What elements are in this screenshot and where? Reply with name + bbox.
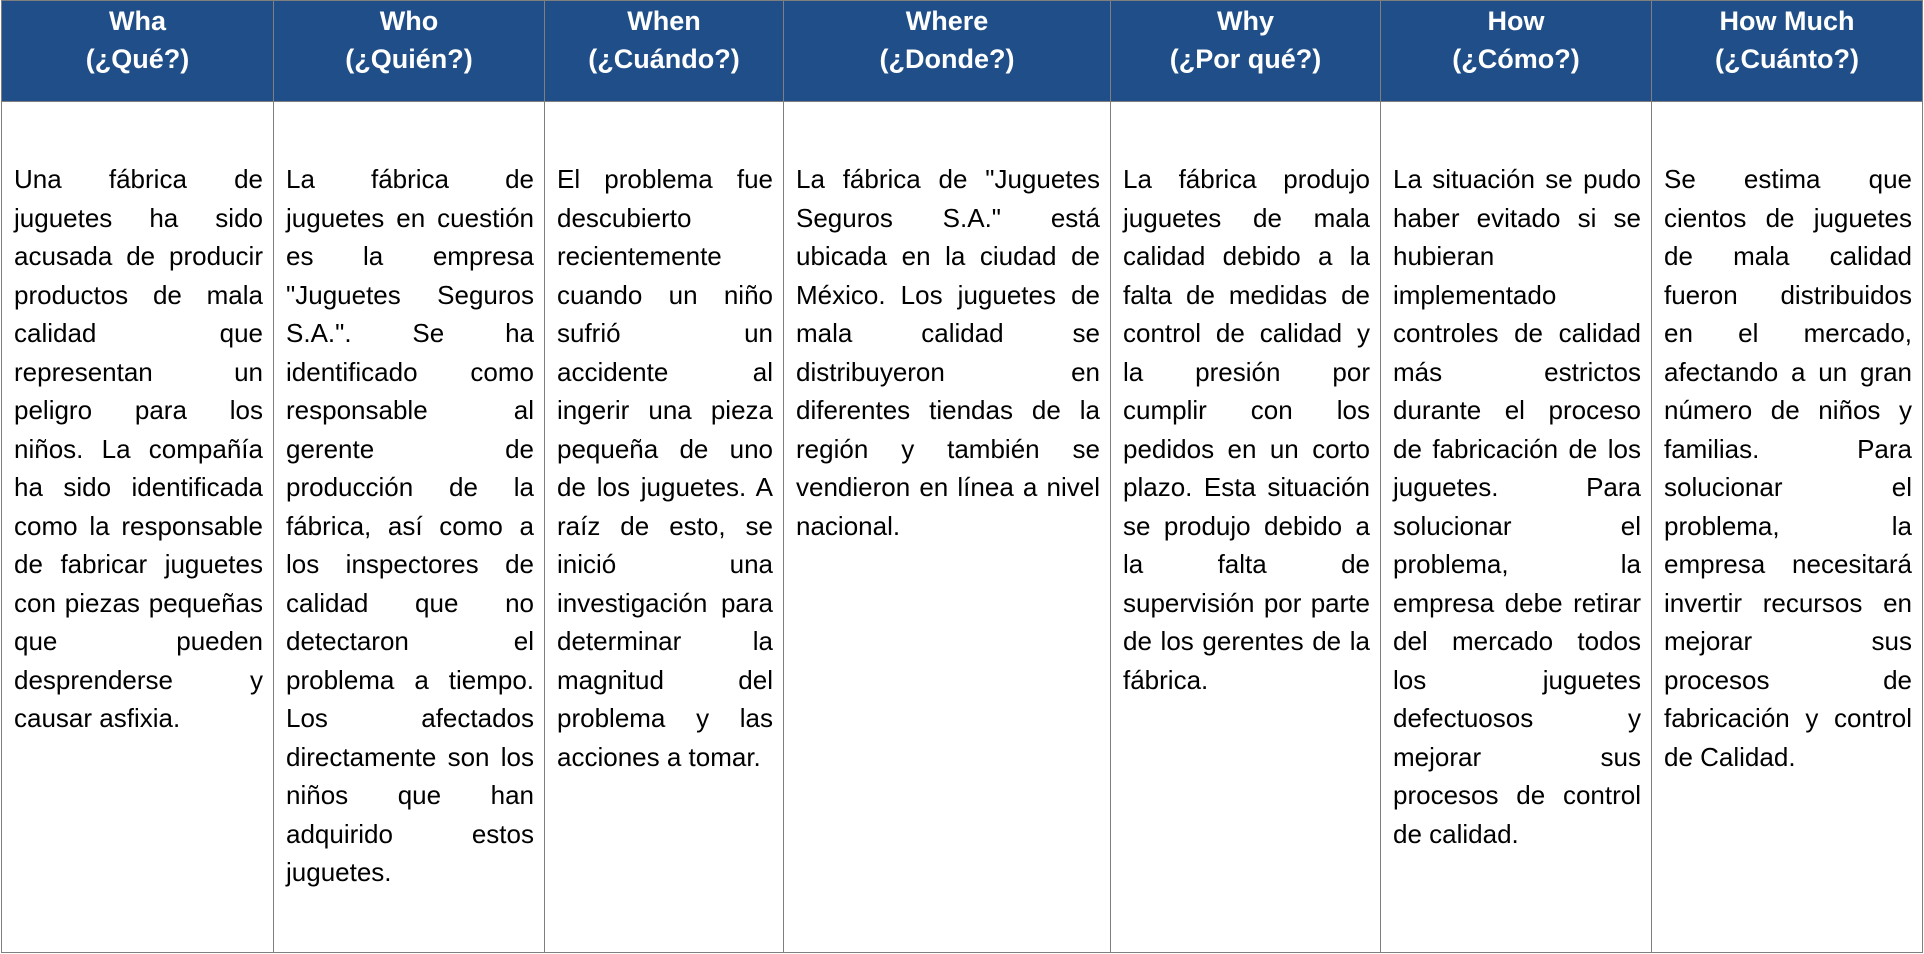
header-how-much-es: (¿Cuánto?) — [1715, 44, 1859, 74]
cell-when — [545, 102, 784, 953]
cell-what-text: Una fábrica de juguetes ha sido acusada de producir productos de mala calidad que representan un peligro para los niños. La compañía ha sido identificada como la responsable de fabricar juguetes con piezas pequeñas que pueden desprenderse y causar asfixia. — [14, 164, 263, 733]
cell-where-text: La fábrica de "Juguetes Seguros S.A." está ubicada en la ciudad de México. Los juguetes de mala calidad se distribuyeron en diferentes tiendas de la región y también se vendieron en línea a nivel nacional. — [796, 164, 1100, 541]
header-how — [1381, 1, 1652, 102]
header-why-en: Why — [1217, 6, 1274, 36]
header-why — [1111, 1, 1381, 102]
header-how-en: How — [1487, 6, 1545, 36]
header-when-en: When — [627, 6, 701, 36]
cell-how-text: La situación se pudo haber evitado si se hubieran implementado controles de calidad más estrictos durante el proceso de fabricación de los juguetes. Para solucionar el problema, la empresa debe retirar del mercado todos los juguetes defectuosos y mejorar sus procesos de control de calidad. — [1393, 164, 1641, 849]
header-who-es: (¿Quién?) — [345, 44, 473, 74]
cell-why — [1111, 102, 1381, 953]
header-why-es: (¿Por qué?) — [1169, 44, 1322, 74]
header-where-en: Where — [905, 6, 989, 36]
cell-when-text: El problema fue descubierto recientemente cuando un niño sufrió un accidente al ingerir una pieza pequeña de uno de los juguetes. A raíz de esto, se inició una investigación para determinar la magnitud del problema y las acciones a tomar. — [557, 164, 773, 772]
header-what-es: (¿Qué?) — [85, 44, 190, 74]
cell-who-text: La fábrica de juguetes en cuestión es la empresa "Juguetes Seguros S.A.". Se ha identificado como responsable al gerente de producción de la fábrica, así como a los inspectores de calidad que no detectaron el problema a tiempo. Los afectados directamente son los niños que han adquirido estos juguetes. — [286, 164, 534, 887]
header-where-es: (¿Donde?) — [879, 44, 1015, 74]
cell-how — [1381, 102, 1652, 953]
cell-where — [784, 102, 1111, 953]
header-what — [2, 1, 274, 102]
cell-what — [2, 102, 274, 953]
header-who — [274, 1, 545, 102]
cell-how-much-text: Se estima que cientos de juguetes de mala calidad fueron distribuidos en el mercado, afectando a un gran número de niños y familias. Para solucionar el problema, la empresa necesitará invertir recursos en mejorar sus procesos de fabricación y control de Calidad. — [1664, 164, 1912, 772]
5w2h-table — [1, 0, 1923, 953]
header-how-es: (¿Cómo?) — [1452, 44, 1580, 74]
header-who-en: Who — [379, 6, 439, 36]
header-row — [2, 1, 1923, 102]
header-how-much-en: How Much — [1719, 6, 1855, 36]
header-how-much — [1652, 1, 1923, 102]
header-when — [545, 1, 784, 102]
cell-who — [274, 102, 545, 953]
cell-why-text: La fábrica produjo juguetes de mala calidad debido a la falta de medidas de control de calidad y la presión por cumplir con los pedidos en un corto plazo. Esta situación se produjo debido a la falta de supervisión por parte de los gerentes de la fábrica. — [1123, 164, 1370, 695]
cell-how-much — [1652, 102, 1923, 953]
table-row — [2, 102, 1923, 953]
header-when-es: (¿Cuándo?) — [588, 44, 740, 74]
header-where — [784, 1, 1111, 102]
header-what-en: Wha — [109, 6, 166, 36]
